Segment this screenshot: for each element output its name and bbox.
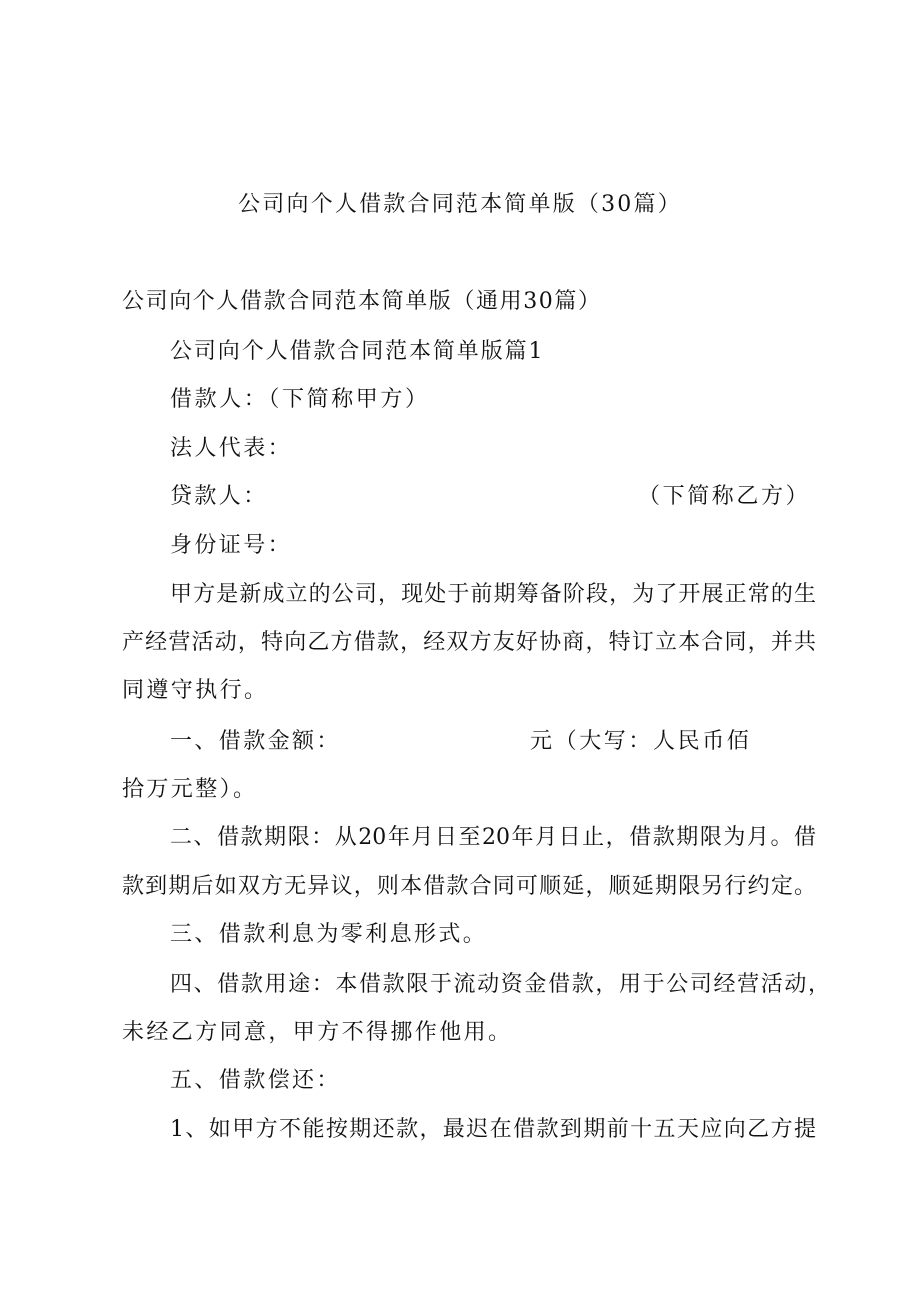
clause-4-line-2: 未经乙方同意，甲方不得挪作他用。: [122, 1020, 513, 1045]
clause-1-amount-words: 元（大写：人民币佰: [530, 729, 752, 754]
lender-label: 贷款人：: [170, 484, 268, 509]
clause-2-line-1: 二、借款期限：从20年月日至20年月日止，借款期限为月。借: [170, 825, 816, 850]
clause-3: 三、借款利息为零利息形式。: [170, 922, 488, 947]
section-heading: 公司向个人借款合同范本简单版篇1: [170, 339, 545, 364]
clause-5-item-1: 1、如甲方不能按期还款，最迟在借款到期前十五天应向乙方提: [170, 1117, 816, 1142]
clause-1-label: 一、借款金额：: [170, 729, 341, 754]
clause-1-line-2: 拾万元整）。: [122, 777, 258, 802]
clause-5: 五、借款偿还：: [170, 1068, 341, 1093]
lender-suffix: （下简称乙方）: [638, 484, 811, 509]
id-number-label: 身份证号：: [170, 533, 293, 558]
document-title: 公司向个人借款合同范本简单版（30篇）: [238, 192, 682, 217]
intro-paragraph-line-2: 产经营活动，特向乙方借款，经双方友好协商，特订立本合同，并共: [122, 630, 816, 655]
borrower-label: 借款人：（下简称甲方）: [170, 387, 430, 412]
intro-paragraph-line-3: 同遵守执行。: [122, 678, 269, 703]
intro-paragraph-line-1: 甲方是新成立的公司，现处于前期筹备阶段，为了开展正常的生: [170, 582, 816, 607]
clause-4-line-1: 四、借款用途：本借款限于流动资金借款，用于公司经营活动，: [170, 972, 830, 997]
clause-2-line-2: 款到期后如双方无异议，则本借款合同可顺延，顺延期限另行约定。: [122, 874, 816, 899]
legal-rep-label: 法人代表：: [170, 436, 293, 461]
document-subtitle: 公司向个人借款合同范本简单版（通用30篇）: [122, 289, 602, 314]
